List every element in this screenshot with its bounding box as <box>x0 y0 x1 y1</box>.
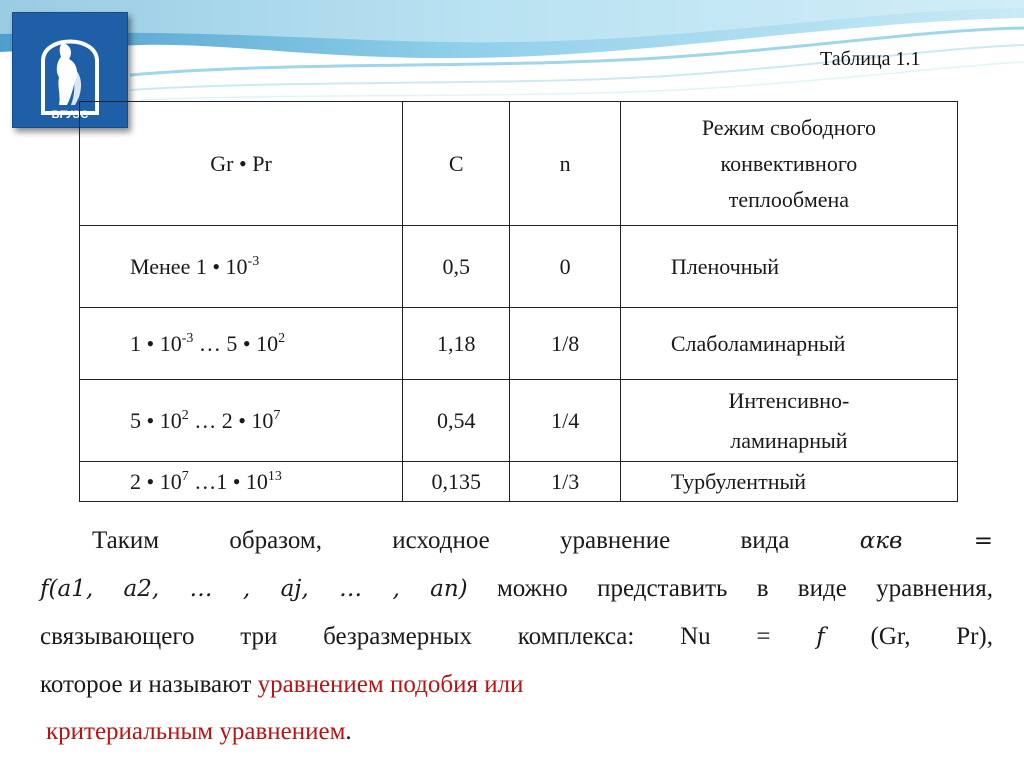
highlight-similarity-equation: уравнением подобия или <box>257 671 524 698</box>
cell-mode-line: Интенсивно- <box>728 387 850 413</box>
paragraph-line: критериальным уравнением. <box>46 718 352 745</box>
header-mode-line: конвективного <box>720 150 858 176</box>
header-mode <box>620 102 957 226</box>
cell-c: 0,54 <box>403 380 510 462</box>
cell-n: 1/3 <box>510 462 620 502</box>
table-row <box>80 226 958 308</box>
cell-range: 1 • $10^{-3}$ … 5 • $10^2$ <box>80 308 403 380</box>
function-formula: f(a1, a2, … , aj, … , an) <box>40 576 468 602</box>
cell-n: 1/4 <box>510 380 620 462</box>
cell-mode <box>620 380 957 462</box>
cell-range: 5 • $10^2$ … 2 • $10^7$ <box>80 380 403 462</box>
cell-range: Менее 1 • $10^{-3}$ <box>80 226 403 308</box>
table-header-row <box>80 102 958 226</box>
paragraph-line: которое и называют уравнением подобия или <box>40 671 524 698</box>
cell-c: 1,18 <box>403 308 510 380</box>
cell-n: 0 <box>510 226 620 308</box>
cell-mode: Слаболаминарный <box>620 308 957 380</box>
cell-mode: Пленочный <box>620 226 957 308</box>
header-mode-line: Режим свободного <box>701 114 876 140</box>
cell-c: 0,135 <box>403 462 510 502</box>
paragraph-line: f(a1, a2, … , aj, … , an) можно представить в виде уравнения, <box>40 575 993 602</box>
table-row <box>80 462 958 502</box>
paragraph-line: связывающего три безразмерных комплекса: Nu = f (Gr, Рr), <box>40 623 993 650</box>
table-caption: Таблица 1.1 <box>820 48 921 70</box>
body-paragraph <box>40 517 993 755</box>
paragraph-line: Таким образом, исходное уравнение вида αкв = <box>92 527 993 554</box>
cell-range: 2 • $10^7$ …1 • $10^{13}$ <box>80 462 403 502</box>
highlight-criterial-equation: критериальным уравнением <box>46 718 346 745</box>
table-row <box>80 308 958 380</box>
table-row <box>80 380 958 462</box>
f-symbol: f <box>816 624 825 650</box>
cell-c: 0,5 <box>403 226 510 308</box>
svg-text:ВГУЭС: ВГУЭС <box>51 109 89 121</box>
header-gr-pr: Gr • Pr <box>80 102 403 226</box>
data-table <box>79 101 958 502</box>
alpha-formula: αкв = <box>859 528 993 554</box>
cell-mode: Турбулентный <box>620 462 957 502</box>
cell-mode-line: ламинарный <box>730 427 848 453</box>
header-c: C <box>403 102 510 226</box>
header-n: n <box>510 102 620 226</box>
cell-n: 1/8 <box>510 308 620 380</box>
header-mode-line: теплообмена <box>728 186 850 212</box>
